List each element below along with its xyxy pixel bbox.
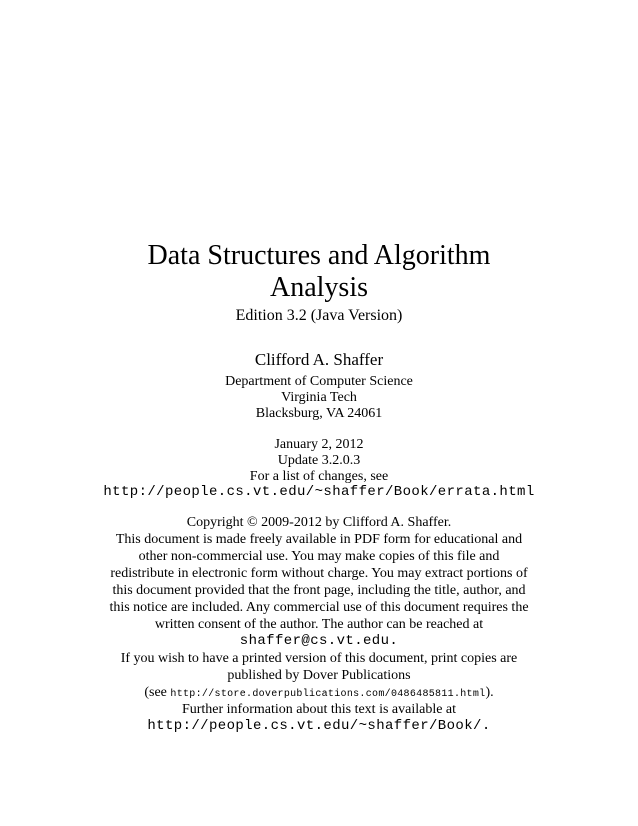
changes-text: For a list of changes, see	[249, 469, 389, 484]
edition: Edition 3.2 (Java Version)	[235, 307, 403, 324]
author-email-link[interactable]: shaffer@cs.vt.edu	[239, 633, 390, 649]
further-info-text: Further information about this text is available at	[181, 702, 457, 717]
notice-line-1: This document is made freely available in PDF form for educational and	[115, 532, 523, 547]
dover-link[interactable]: http://store.doverpublications.com/0486485811.html	[170, 689, 486, 700]
update-version: Update 3.2.0.3	[277, 453, 361, 468]
notice-line-2: other non-commercial use. You may make copies of this file and	[138, 549, 500, 564]
notice-line-3: redistribute in electronic form without charge. You may extract portions of	[110, 566, 528, 581]
print-line-1: If you wish to have a printed version of this document, print copies are	[120, 651, 518, 666]
publication-date: January 2, 2012	[274, 437, 364, 452]
book-website-link[interactable]: http://people.cs.vt.edu/~shaffer/Book/	[147, 718, 482, 734]
book-url-suffix: .	[481, 718, 491, 734]
title-line-2: Analysis	[270, 272, 368, 303]
see-suffix: ).	[485, 685, 494, 700]
see-prefix: (see	[144, 685, 171, 700]
author-name: Clifford A. Shaffer	[254, 350, 384, 369]
print-line-2: published by Dover Publications	[227, 668, 411, 683]
author-location: Blacksburg, VA 24061	[255, 406, 383, 421]
email-suffix: .	[389, 633, 399, 649]
notice-line-4: this document provided that the front page, including the title, author, and	[112, 583, 526, 598]
author-department: Department of Computer Science	[225, 374, 413, 389]
notice-line-5: this notice are included. Any commercial use of this document requires the	[109, 600, 529, 615]
author-university: Virginia Tech	[281, 390, 357, 405]
errata-link[interactable]: http://people.cs.vt.edu/~shaffer/Book/errata.html	[103, 484, 535, 500]
copyright: Copyright © 2009-2012 by Clifford A. Shaffer.	[186, 515, 452, 530]
notice-line-6: written consent of the author. The author can be reached at	[154, 617, 484, 632]
title-line-1: Data Structures and Algorithm	[147, 240, 491, 271]
